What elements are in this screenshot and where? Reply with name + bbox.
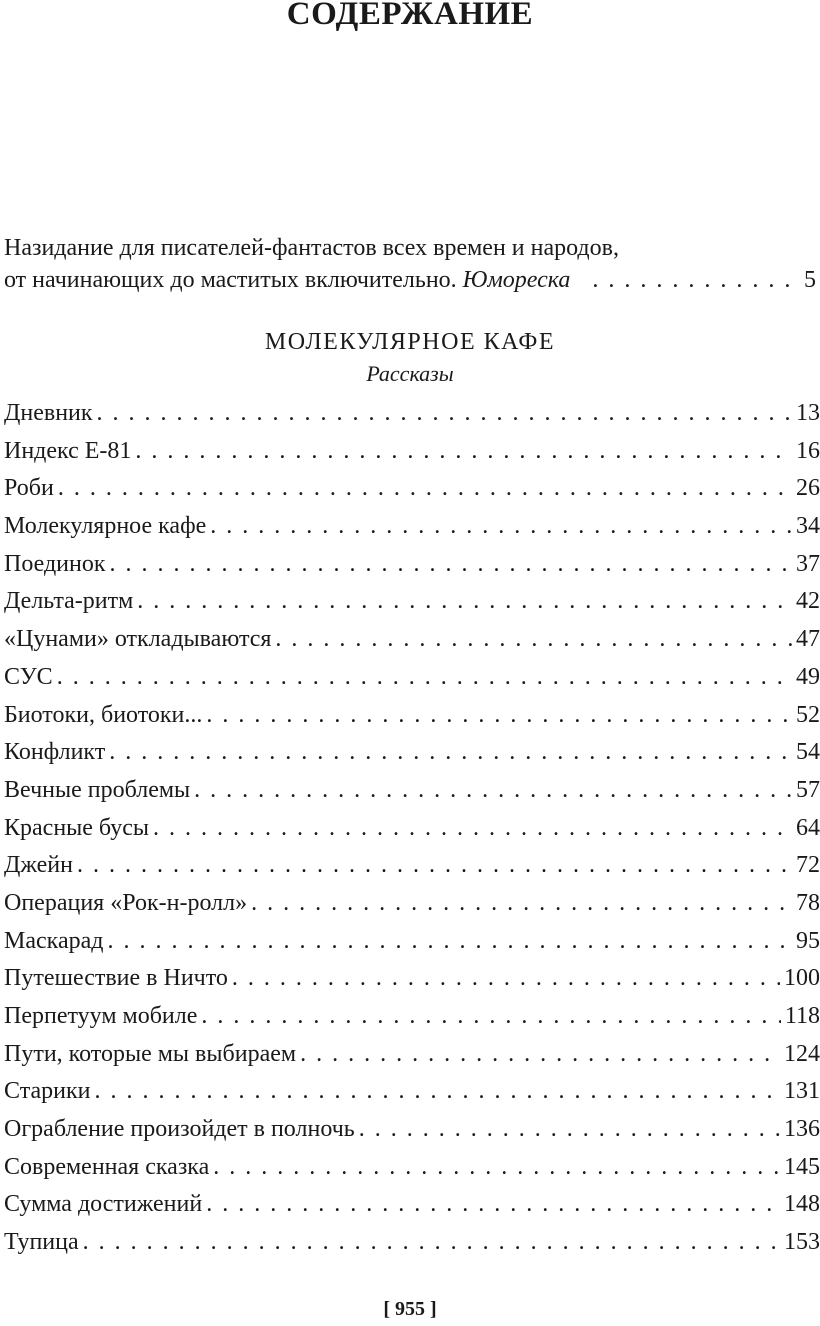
toc-entry-title: Маскарад bbox=[4, 927, 104, 954]
dot-leader bbox=[275, 626, 792, 653]
toc-entry-page: 54 bbox=[796, 739, 820, 766]
toc-entry-page: 145 bbox=[784, 1153, 820, 1180]
toc-entry bbox=[4, 702, 820, 740]
dot-leader bbox=[137, 588, 792, 615]
toc-entry-page: 153 bbox=[784, 1229, 820, 1256]
toc-entry-title: Путешествие в Ничто bbox=[4, 965, 228, 992]
toc-entry-title: Роби bbox=[4, 475, 54, 502]
toc-entry-page: 131 bbox=[784, 1078, 820, 1105]
dot-leader bbox=[232, 965, 780, 992]
toc-entry-title: СУС bbox=[4, 663, 53, 690]
toc-entry-title: Молекулярное кафе bbox=[4, 513, 207, 540]
intro-line-2 bbox=[4, 264, 820, 296]
toc-entry-page: 148 bbox=[784, 1191, 820, 1218]
intro-line-2-text: от начинающих до маститых включительно. bbox=[4, 267, 457, 293]
toc-entry-page: 52 bbox=[796, 701, 820, 728]
toc-entry bbox=[4, 815, 820, 853]
dot-leader bbox=[58, 475, 792, 502]
dot-leader bbox=[94, 1078, 780, 1105]
toc-entry-title: Тупица bbox=[4, 1229, 79, 1256]
toc-entry-page: 72 bbox=[796, 852, 820, 879]
toc-entry-page: 47 bbox=[796, 626, 820, 653]
intro-page-number: 5 bbox=[804, 267, 816, 293]
toc-entry-page: 124 bbox=[784, 1040, 820, 1067]
toc-entry bbox=[4, 438, 820, 476]
toc-entry bbox=[4, 1154, 820, 1192]
dot-leader bbox=[77, 852, 792, 879]
toc-entry-title: «Цунами» откладываются bbox=[4, 626, 272, 653]
toc-entry-title: Операция «Рок-н-ролл» bbox=[4, 889, 248, 916]
toc-entry bbox=[4, 1078, 820, 1116]
toc-entry-page: 95 bbox=[796, 927, 820, 954]
toc-entry-page: 118 bbox=[784, 1003, 820, 1029]
toc-entry-title: Сумма достижений bbox=[4, 1191, 203, 1218]
intro-genre: Юмореска bbox=[462, 267, 571, 293]
toc-entry-title: Индекс Е-81 bbox=[4, 437, 132, 464]
dot-leader bbox=[201, 1003, 780, 1030]
toc-entry-title: Поединок bbox=[4, 550, 106, 577]
intro-entry bbox=[4, 232, 820, 296]
toc-entry bbox=[4, 1003, 820, 1041]
toc-entry-title: Красные бусы bbox=[4, 814, 150, 841]
toc-entry-title: Ограбление произойдет в полночь bbox=[4, 1116, 355, 1143]
toc-entry bbox=[4, 475, 820, 513]
toc-entry-page: 136 bbox=[784, 1116, 820, 1143]
toc-entry bbox=[4, 400, 820, 438]
toc-entry-page: 16 bbox=[796, 437, 820, 464]
toc-entry-title: Дневник bbox=[4, 400, 93, 426]
toc-entry bbox=[4, 965, 820, 1003]
section-title: МОЛЕКУЛЯРНОЕ КАФЕ bbox=[264, 329, 556, 355]
dot-leader bbox=[300, 1041, 780, 1068]
intro-line-1: Назидание для писателей-фантастов всех времен и народов, bbox=[4, 235, 619, 261]
dot-leader bbox=[206, 702, 792, 729]
toc-entry-title: Старики bbox=[4, 1078, 91, 1105]
toc-entry-page: 64 bbox=[796, 814, 820, 841]
toc-entry bbox=[4, 739, 820, 777]
toc-entry-page: 78 bbox=[796, 889, 820, 916]
toc-entry-page: 100 bbox=[784, 965, 820, 992]
toc-entry-title: Пути, которые мы выбираем bbox=[4, 1040, 297, 1067]
toc-entry bbox=[4, 513, 820, 551]
toc-entry bbox=[4, 588, 820, 626]
toc-entry-title: Перпетуум мобиле bbox=[4, 1003, 198, 1029]
toc-entry-title: Вечные проблемы bbox=[4, 776, 191, 803]
dot-leader bbox=[153, 815, 792, 842]
dot-leader bbox=[592, 264, 798, 296]
toc-entry bbox=[4, 664, 820, 702]
dot-leader bbox=[57, 664, 792, 691]
dot-leader bbox=[107, 928, 792, 955]
toc-list bbox=[4, 400, 820, 1267]
toc-entry-title: Современная сказка bbox=[4, 1153, 210, 1180]
dot-leader bbox=[251, 890, 792, 917]
dot-leader bbox=[194, 777, 792, 804]
dot-leader bbox=[213, 1154, 780, 1181]
toc-entry bbox=[4, 626, 820, 664]
toc-entry bbox=[4, 1191, 820, 1229]
toc-entry-page: 34 bbox=[796, 513, 820, 540]
toc-entry-page: 26 bbox=[796, 475, 820, 502]
toc-entry bbox=[4, 1116, 820, 1154]
dot-leader bbox=[206, 1191, 780, 1218]
dot-leader bbox=[109, 739, 792, 766]
toc-entry-title: Биотоки, биотоки... bbox=[4, 701, 203, 728]
toc-entry bbox=[4, 777, 820, 815]
toc-entry-title: Дельта-ритм bbox=[4, 588, 134, 615]
toc-entry bbox=[4, 551, 820, 589]
toc-entry bbox=[4, 928, 820, 966]
dot-leader bbox=[359, 1116, 780, 1143]
dot-leader bbox=[135, 438, 792, 465]
toc-entry-title: Джейн bbox=[4, 852, 73, 879]
toc-entry-title: Конфликт bbox=[4, 739, 106, 766]
page-title: СОДЕРЖАНИЕ bbox=[286, 0, 534, 32]
toc-entry bbox=[4, 852, 820, 890]
toc-entry-page: 42 bbox=[796, 588, 820, 615]
section-subtitle: Рассказы bbox=[366, 361, 454, 386]
toc-entry bbox=[4, 1229, 820, 1267]
toc-entry-page: 49 bbox=[796, 663, 820, 690]
toc-entry-page: 37 bbox=[796, 550, 820, 577]
toc-entry-page: 13 bbox=[796, 400, 820, 426]
dot-leader bbox=[83, 1229, 780, 1256]
dot-leader bbox=[210, 513, 792, 540]
dot-leader bbox=[97, 400, 792, 427]
toc-entry bbox=[4, 1041, 820, 1079]
toc-entry-page: 57 bbox=[796, 776, 820, 803]
toc-entry bbox=[4, 890, 820, 928]
page-number-footer: [ 955 ] bbox=[383, 1298, 437, 1320]
dot-leader bbox=[110, 551, 792, 578]
